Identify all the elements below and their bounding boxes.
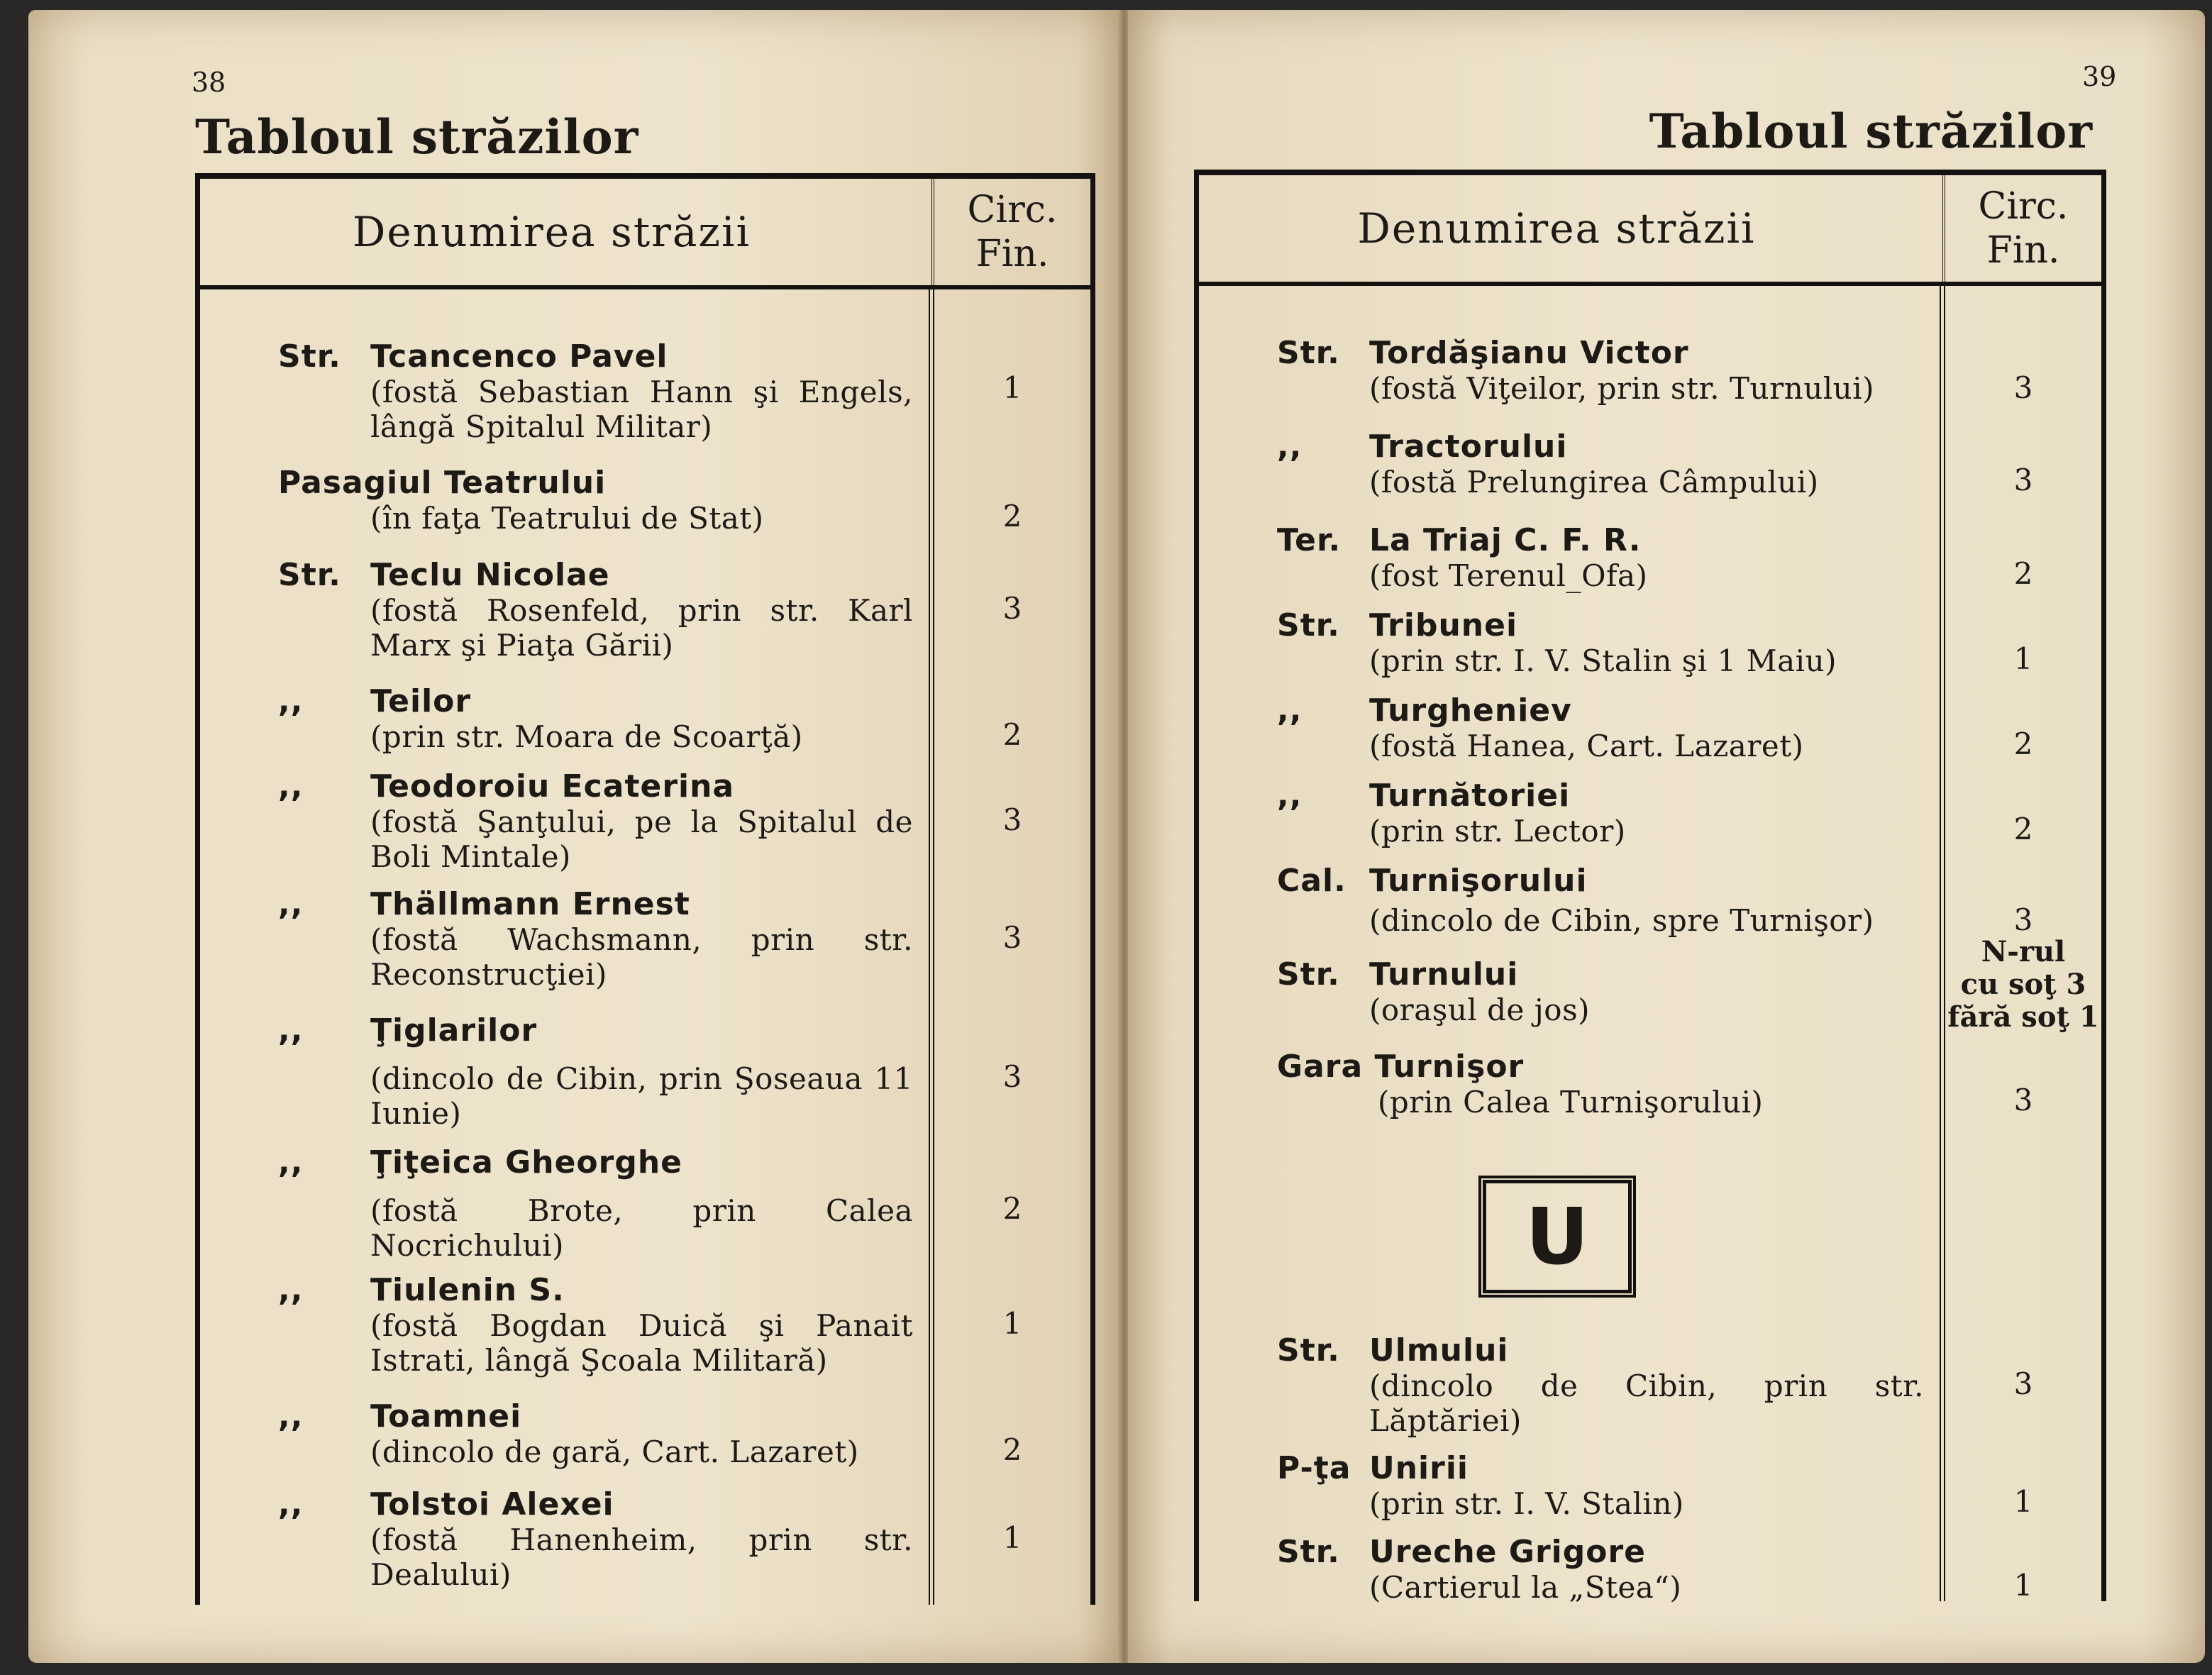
circ-value: 3	[2013, 1083, 2033, 1117]
street-prefix: Str.	[278, 338, 341, 375]
street-note: (fostă Rosenfeld, prin str. Karl Marx şi Piaţa Gării)	[370, 593, 913, 663]
street-note: (prin str. Lector)	[1369, 814, 1626, 848]
circ-value: 3	[1002, 591, 1022, 626]
table-row	[200, 558, 1090, 663]
table-row	[200, 1487, 1090, 1592]
street-prefix: ,,	[1277, 692, 1303, 729]
street-prefix: ,,	[278, 1398, 304, 1434]
circ-value: 3	[2013, 370, 2033, 405]
table-row	[1199, 1535, 2101, 1605]
street-note: (prin str. I. V. Stalin şi 1 Maiu)	[1369, 643, 1837, 678]
table-row	[1199, 1049, 2101, 1120]
table-header	[200, 179, 1090, 289]
streets-table	[195, 173, 1095, 1605]
table-row	[1199, 608, 2101, 678]
circ-value: 2	[2013, 726, 2033, 761]
street-name: Ulmului	[1369, 1332, 1509, 1369]
table-row	[200, 1013, 1090, 1131]
street-name: Turnişorului	[1369, 863, 1588, 899]
street-note: (fostă Prelungirea Câmpului)	[1369, 465, 1819, 499]
street-name: La Triaj C. F. R.	[1369, 522, 1642, 558]
street-note: (fostă Hanenheim, prin str. Dealului)	[370, 1522, 913, 1592]
street-name: Tractorului	[1369, 429, 1568, 465]
circ-header-line1: Circ.	[967, 188, 1058, 231]
table-row	[200, 339, 1090, 444]
circ-value: 3	[1002, 802, 1022, 837]
street-name: Teodoroiu Ecaterina	[370, 768, 735, 805]
column-header-name: Denumirea străzii	[352, 208, 751, 256]
street-note: (oraşul de jos)	[1369, 993, 1591, 1027]
street-note: (fostă Sebastian Hann şi Engels, lângă Spitalul Militar)	[370, 375, 913, 444]
street-name: Teclu Nicolae	[370, 557, 610, 593]
street-name: Tordăşianu Victor	[1369, 335, 1689, 371]
street-prefix	[200, 465, 278, 536]
street-prefix: ,,	[278, 1272, 304, 1308]
street-note: (prin Calea Turnişorului)	[1378, 1085, 1764, 1120]
table-row	[1199, 336, 2101, 406]
street-name: Tribunei	[1369, 607, 1518, 643]
table-row	[200, 684, 1090, 754]
street-note: (fostă Brote, prin Calea Nocrichului)	[370, 1193, 913, 1263]
street-prefix: ,,	[278, 1144, 304, 1181]
street-prefix: Str.	[1277, 956, 1340, 993]
column-header-circ	[1942, 175, 2101, 282]
table-row	[200, 1399, 1090, 1469]
street-prefix: Str.	[1277, 335, 1340, 371]
table-header	[1199, 175, 2101, 286]
table-row	[1199, 1451, 2101, 1521]
table-row	[200, 465, 1090, 536]
circ-value: 2	[1002, 717, 1022, 752]
street-name: Tiulenin S.	[370, 1272, 565, 1308]
column-header-circ	[931, 179, 1090, 285]
table-row	[1199, 693, 2101, 763]
street-name: Ţiglarilor	[370, 1012, 538, 1049]
street-note: (fostă Wachsmann, prin str. Reconstrucţiei)	[370, 922, 913, 992]
street-name: Turnătoriei	[1369, 778, 1571, 814]
circ-value-multiline	[1945, 936, 2101, 1034]
open-book	[28, 10, 2205, 1663]
circ-value: 1	[2013, 1568, 2033, 1603]
circ-value: 2	[1002, 1432, 1022, 1467]
table-row	[200, 1273, 1090, 1378]
circ-value: 2	[2013, 556, 2033, 591]
street-prefix: ,,	[278, 1486, 304, 1522]
circ-line: cu soţ 3	[1960, 968, 2086, 1001]
street-name: Ureche Grigore	[1369, 1534, 1646, 1570]
street-prefix: ,,	[278, 768, 304, 805]
circ-value: 1	[2013, 641, 2033, 676]
street-prefix: ,,	[278, 683, 304, 719]
page-title: Tabloul străzilor	[1649, 104, 2093, 159]
table-row	[1199, 778, 2101, 848]
circ-value: 2	[1002, 499, 1022, 534]
street-note: (fostă Bogdan Duică şi Panait Istrati, lângă Şcoala Militară)	[370, 1308, 913, 1378]
street-note: (dincolo de gară, Cart. Lazaret)	[370, 1434, 859, 1469]
circ-header-line1: Circ.	[1978, 184, 2069, 228]
street-note: (dincolo de Cibin, spre Turnişor)	[1369, 903, 1874, 938]
street-prefix: Str.	[1277, 1534, 1340, 1570]
streets-table	[1194, 170, 2106, 1605]
street-note: (prin str. I. V. Stalin)	[1369, 1486, 1684, 1521]
street-note: (în faţa Teatrului de Stat)	[370, 501, 764, 536]
street-prefix: ,,	[278, 886, 304, 922]
circ-header-line2: Fin.	[975, 233, 1049, 275]
street-note: (fost Terenul_Ofa)	[1369, 558, 1648, 593]
street-prefix: P-ţa	[1277, 1450, 1351, 1486]
circ-value: 3	[1002, 1059, 1022, 1094]
street-name: Gara Turnişor	[1277, 1049, 1525, 1085]
street-note: (dincolo de Cibin, prin Şoseaua 11 Iunie)	[370, 1061, 913, 1131]
table-row	[1199, 935, 2101, 1034]
circ-value: 1	[1002, 370, 1022, 405]
circ-line: fără soţ 1	[1947, 1000, 2099, 1034]
table-row	[1199, 1333, 2101, 1438]
street-note: (fostă Şanţului, pe la Spitalul de Boli Mintale)	[370, 805, 913, 874]
circ-value: 3	[2013, 1366, 2033, 1401]
table-row	[200, 1145, 1090, 1263]
street-prefix: Str.	[1277, 1332, 1340, 1369]
table-row	[1199, 429, 2101, 499]
circ-value: 3	[2013, 463, 2033, 497]
right-page	[1128, 10, 2205, 1663]
street-name: Tolstoi Alexei	[370, 1486, 614, 1522]
circ-value: 2	[1002, 1191, 1022, 1226]
street-note: (prin str. Moara de Scoarţă)	[370, 719, 803, 754]
circ-value: 3	[2013, 902, 2033, 937]
street-name: Thällmann Ernest	[370, 886, 690, 922]
circ-value: 3	[1002, 920, 1022, 955]
street-prefix: Ter.	[1277, 522, 1342, 558]
street-note: (dincolo de Cibin, prin str. Lăptăriei)	[1369, 1369, 1924, 1438]
street-name: Teilor	[370, 683, 472, 719]
table-row	[200, 769, 1090, 874]
street-prefix: ,,	[278, 1012, 304, 1049]
street-name: Toamnei	[370, 1398, 522, 1434]
street-note: (fostă Viţeilor, prin str. Turnului)	[1369, 371, 1875, 406]
street-note: (Cartierul la „Stea“)	[1369, 1570, 1682, 1605]
page-number: 39	[2082, 61, 2117, 92]
street-prefix: Str.	[1277, 607, 1340, 643]
circ-header-line2: Fin.	[1986, 229, 2060, 272]
circ-value: 1	[1002, 1306, 1022, 1341]
street-name: Turgheniev	[1369, 692, 1572, 729]
left-page	[28, 10, 1121, 1663]
street-prefix: Cal.	[1277, 863, 1346, 899]
street-name: Turnului	[1369, 956, 1519, 993]
circ-value: 1	[1002, 1520, 1022, 1555]
street-prefix: ,,	[1277, 778, 1303, 814]
section-letter: U	[1483, 1180, 1632, 1293]
circ-value: 1	[2013, 1484, 2033, 1519]
circ-value: 2	[2013, 812, 2033, 846]
street-prefix: ,,	[1277, 429, 1303, 465]
page-number: 38	[192, 67, 226, 98]
column-header-name: Denumirea străzii	[1357, 204, 1756, 253]
street-name: Unirii	[1369, 1450, 1469, 1486]
table-row	[200, 887, 1090, 992]
street-prefix: Str.	[278, 557, 341, 593]
table-row	[1199, 523, 2101, 593]
street-name: Ţiţeica Gheorghe	[370, 1144, 683, 1181]
street-name: Tcancenco Pavel	[370, 338, 668, 375]
page-title: Tabloul străzilor	[195, 109, 639, 165]
street-note: (fostă Hanea, Cart. Lazaret)	[1369, 729, 1804, 763]
circ-line: N-rul	[1981, 935, 2066, 968]
street-name: Pasagiul Teatrului	[278, 465, 607, 501]
table-row	[1199, 863, 2101, 938]
street-prefix	[1199, 1049, 1277, 1120]
